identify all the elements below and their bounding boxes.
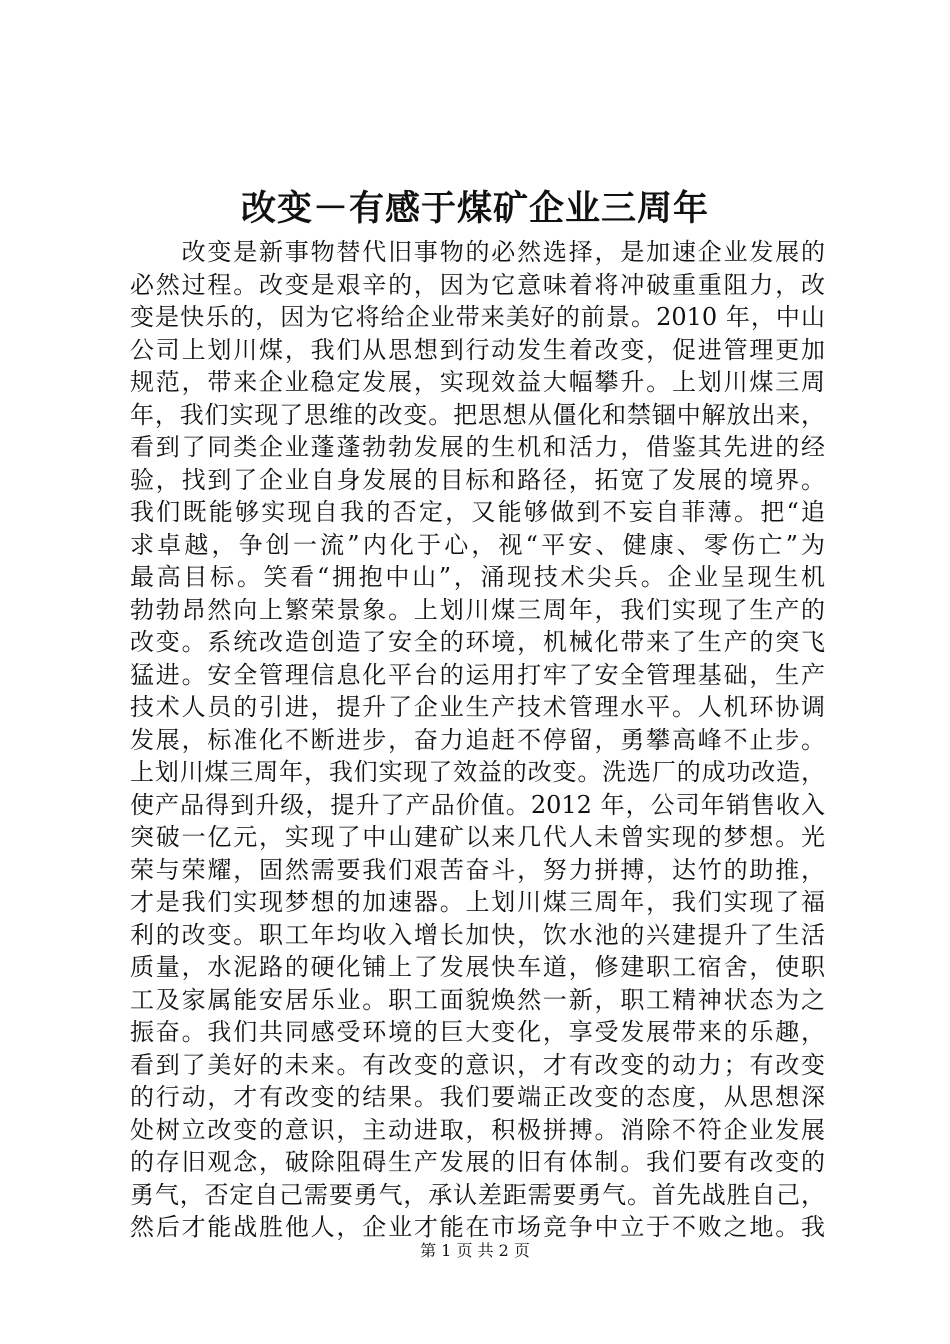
body-line: 质量，水泥路的硬化铺上了发展快车道，修建职工宿舍，使职 [130,953,825,981]
body-line: 看到了美好的未来。有改变的意识，才有改变的动力；有改变 [130,1050,825,1079]
body-line: 我们既能够实现自我的否定，又能够做到不妄自菲薄。把“追 [130,498,825,526]
body-line: 必然过程。改变是艰辛的，因为它意味着将冲破重重阻力，改 [130,270,825,299]
body-line: 变是快乐的，因为它将给企业带来美好的前景。2010 年，中山 [130,303,825,331]
document-body [130,236,825,1244]
body-line: 然后才能战胜他人，企业才能在市场竞争中立于不败之地。我 [130,1213,825,1241]
body-line: 处树立改变的意识，主动进取，积极拼搏。消除不符企业发展 [130,1115,825,1144]
body-line: 规范，带来企业稳定发展，实现效益大幅攀升。上划川煤三周 [130,368,825,396]
body-line: 求卓越，争创一流”内化于心，视“平安、健康、零伤亡”为 [130,530,825,559]
body-line: 年，我们实现了思维的改变。把思想从僵化和禁锢中解放出来， [130,400,825,429]
body-line: 勃勃昂然向上繁荣景象。上划川煤三周年，我们实现了生产的 [130,595,825,624]
body-line: 改变是新事物替代旧事物的必然选择，是加速企业发展的 [130,238,825,266]
body-line: 突破一亿元，实现了中山建矿以来几代人未曾实现的梦想。光 [130,823,825,851]
body-line: 验，找到了企业自身发展的目标和路径，拓宽了发展的境界。 [130,465,825,494]
document-title: 改变－有感于煤矿企业三周年 [240,188,709,229]
body-line: 技术人员的引进，提升了企业生产技术管理水平。人机环协调 [130,693,825,721]
body-line: 勇气，否定自己需要勇气，承认差距需要勇气。首先战胜自己， [130,1180,825,1209]
body-line: 上划川煤三周年，我们实现了效益的改变。洗选厂的成功改造， [130,758,825,786]
body-line: 最高目标。笑看“拥抱中山”，涌现技术尖兵。企业呈现生机 [130,563,825,591]
body-line: 改变。系统改造创造了安全的环境，机械化带来了生产的突飞 [130,628,825,656]
body-line: 振奋。我们共同感受环境的巨大变化，享受发展带来的乐趣， [130,1018,825,1046]
page-number-footer: 第 1 页 共 2 页 [420,1241,530,1260]
body-line: 看到了同类企业蓬蓬勃勃发展的生机和活力，借鉴其先进的经 [130,433,825,461]
body-line: 利的改变。职工年均收入增长加快，饮水池的兴建提升了生活 [130,920,825,949]
body-line: 工及家属能安居乐业。职工面貌焕然一新，职工精神状态为之 [130,985,825,1014]
body-line: 发展，标准化不断进步，奋力追赶不停留，勇攀高峰不止步。 [130,725,825,754]
body-line: 的行动，才有改变的结果。我们要端正改变的态度，从思想深 [130,1083,825,1111]
body-line: 使产品得到升级，提升了产品价值。2012 年，公司年销售收入 [130,790,825,819]
body-line: 猛进。安全管理信息化平台的运用打牢了安全管理基础，生产 [130,660,825,689]
body-line: 的存旧观念，破除阻碍生产发展的旧有体制。我们要有改变的 [130,1148,825,1176]
body-line: 荣与荣耀，固然需要我们艰苦奋斗，努力拼搏，达竹的助推， [130,855,825,884]
body-line: 才是我们实现梦想的加速器。上划川煤三周年，我们实现了福 [130,888,825,916]
body-line: 公司上划川煤，我们从思想到行动发生着改变，促进管理更加 [130,335,825,364]
